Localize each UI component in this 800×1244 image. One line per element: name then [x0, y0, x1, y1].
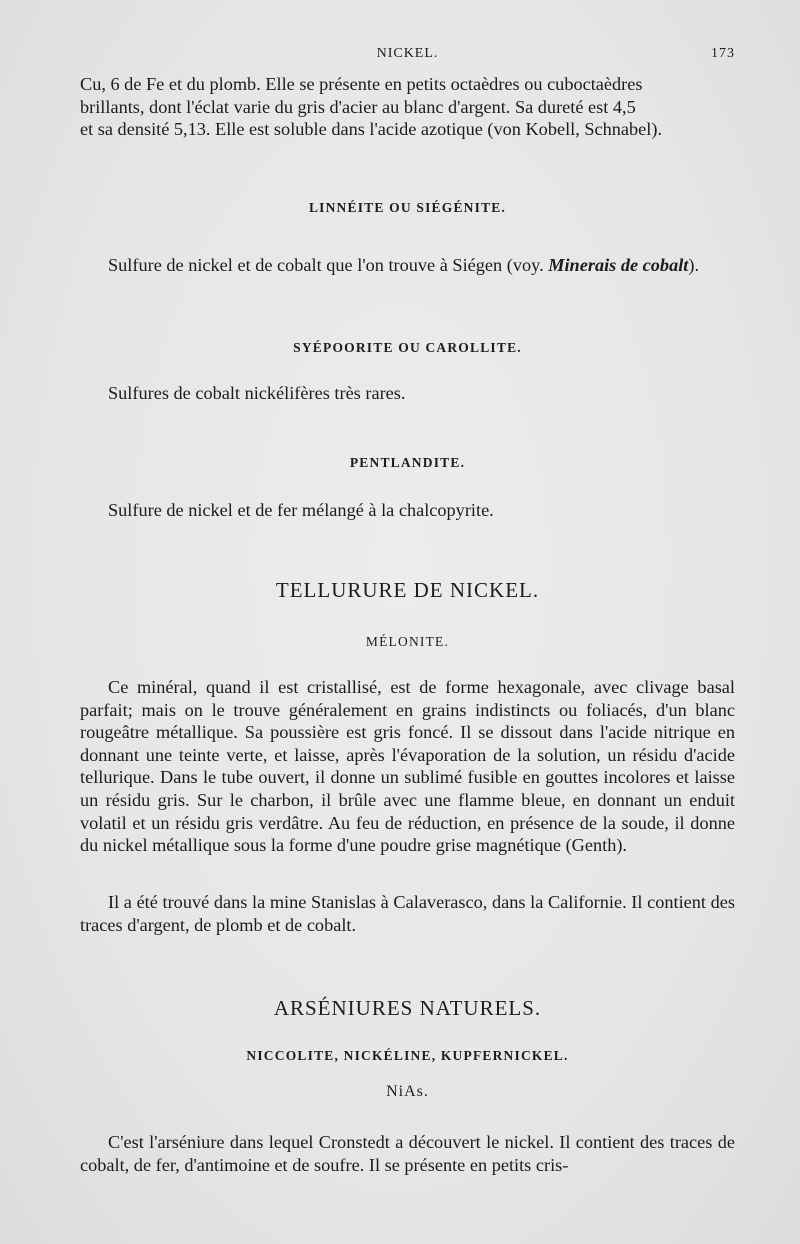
heading-pentlandite: PENTLANDITE. — [349, 455, 466, 470]
page-number: 173 — [711, 46, 735, 61]
melonite-paragraph-1: Ce minéral, quand il est cristallisé, est de forme hexagonale, avec clivage basal parfait; mais on le trouve généralement en grains indistincts ou foliacés, d'un blanc rougeâtre métallique. Sa poussière est gris foncé. Il se dissout dans l'acide nitrique en donnant une teinte verte, et laisse, après l'évaporation de la solution, un résidu d'acide tellurique. Dans le tube ouvert, il donne un sublimé fusible en gouttes incolores et laisse un résidu gris. Sur le charbon, il brûle avec une flamme bleue, en donnant un enduit volatil et un résidu gris verdâtre. Au feu de réduction, en présence de la soude, il donne du nickel métallique sous la forme d'une poudre grise magnétique (Genth). — [80, 677, 735, 856]
pentlandite-paragraph: Sulfure de nickel et de fer mélangé à la chalcopyrite. — [108, 500, 494, 520]
linneite-text-end: ). — [688, 255, 700, 275]
heading-tellurure: TELLURURE DE NICKEL. — [275, 578, 540, 602]
linneite-reference: Minerais de cobalt — [548, 255, 689, 275]
heading-linneite: LINNÉITE OU SIÉGÉNITE. — [308, 200, 507, 215]
linneite-text: Sulfure de nickel et de cobalt que l'on trouve à Siégen (voy. — [108, 255, 549, 275]
niccolite-paragraph: C'est l'arséniure dans lequel Cronstedt a découvert le nickel. Il contient des traces de cobalt, de fer, d'antimoine et de soufre. Il se présente en petits cris- — [80, 1132, 735, 1175]
melonite-paragraph-2: Il a été trouvé dans la mine Stanislas à Calaverasco, dans la Californie. Il contient des traces d'argent, de plomb et de cobalt. — [80, 892, 735, 935]
heading-syepoorite: SYÉPOORITE OU CAROLLITE. — [293, 340, 522, 355]
intro-line: et sa densité 5,13. Elle est soluble dans l'acide azotique (von Kobell, Schnabel). — [80, 119, 663, 140]
syepoorite-paragraph: Sulfures de cobalt nickélifères très rares. — [108, 383, 406, 403]
intro-line: Cu, 6 de Fe et du plomb. Elle se présente en petits octaèdres ou cuboctaèdres — [80, 74, 643, 94]
heading-arseniures: ARSÉNIURES NATURELS. — [273, 996, 542, 1020]
running-head — [80, 46, 735, 66]
linneite-paragraph — [80, 254, 735, 277]
intro-line: brillants, dont l'éclat varie du gris d'acier au blanc d'argent. Sa dureté est 4,5 — [80, 96, 636, 117]
subheading-melonite: MÉLONITE. — [365, 634, 450, 649]
intro-paragraph — [80, 73, 735, 141]
running-title: NICKEL. — [376, 46, 439, 61]
formula-nias: NiAs. — [386, 1083, 429, 1100]
subheading-niccolite: NICCOLITE, NICKÉLINE, KUPFERNICKEL. — [246, 1048, 569, 1063]
